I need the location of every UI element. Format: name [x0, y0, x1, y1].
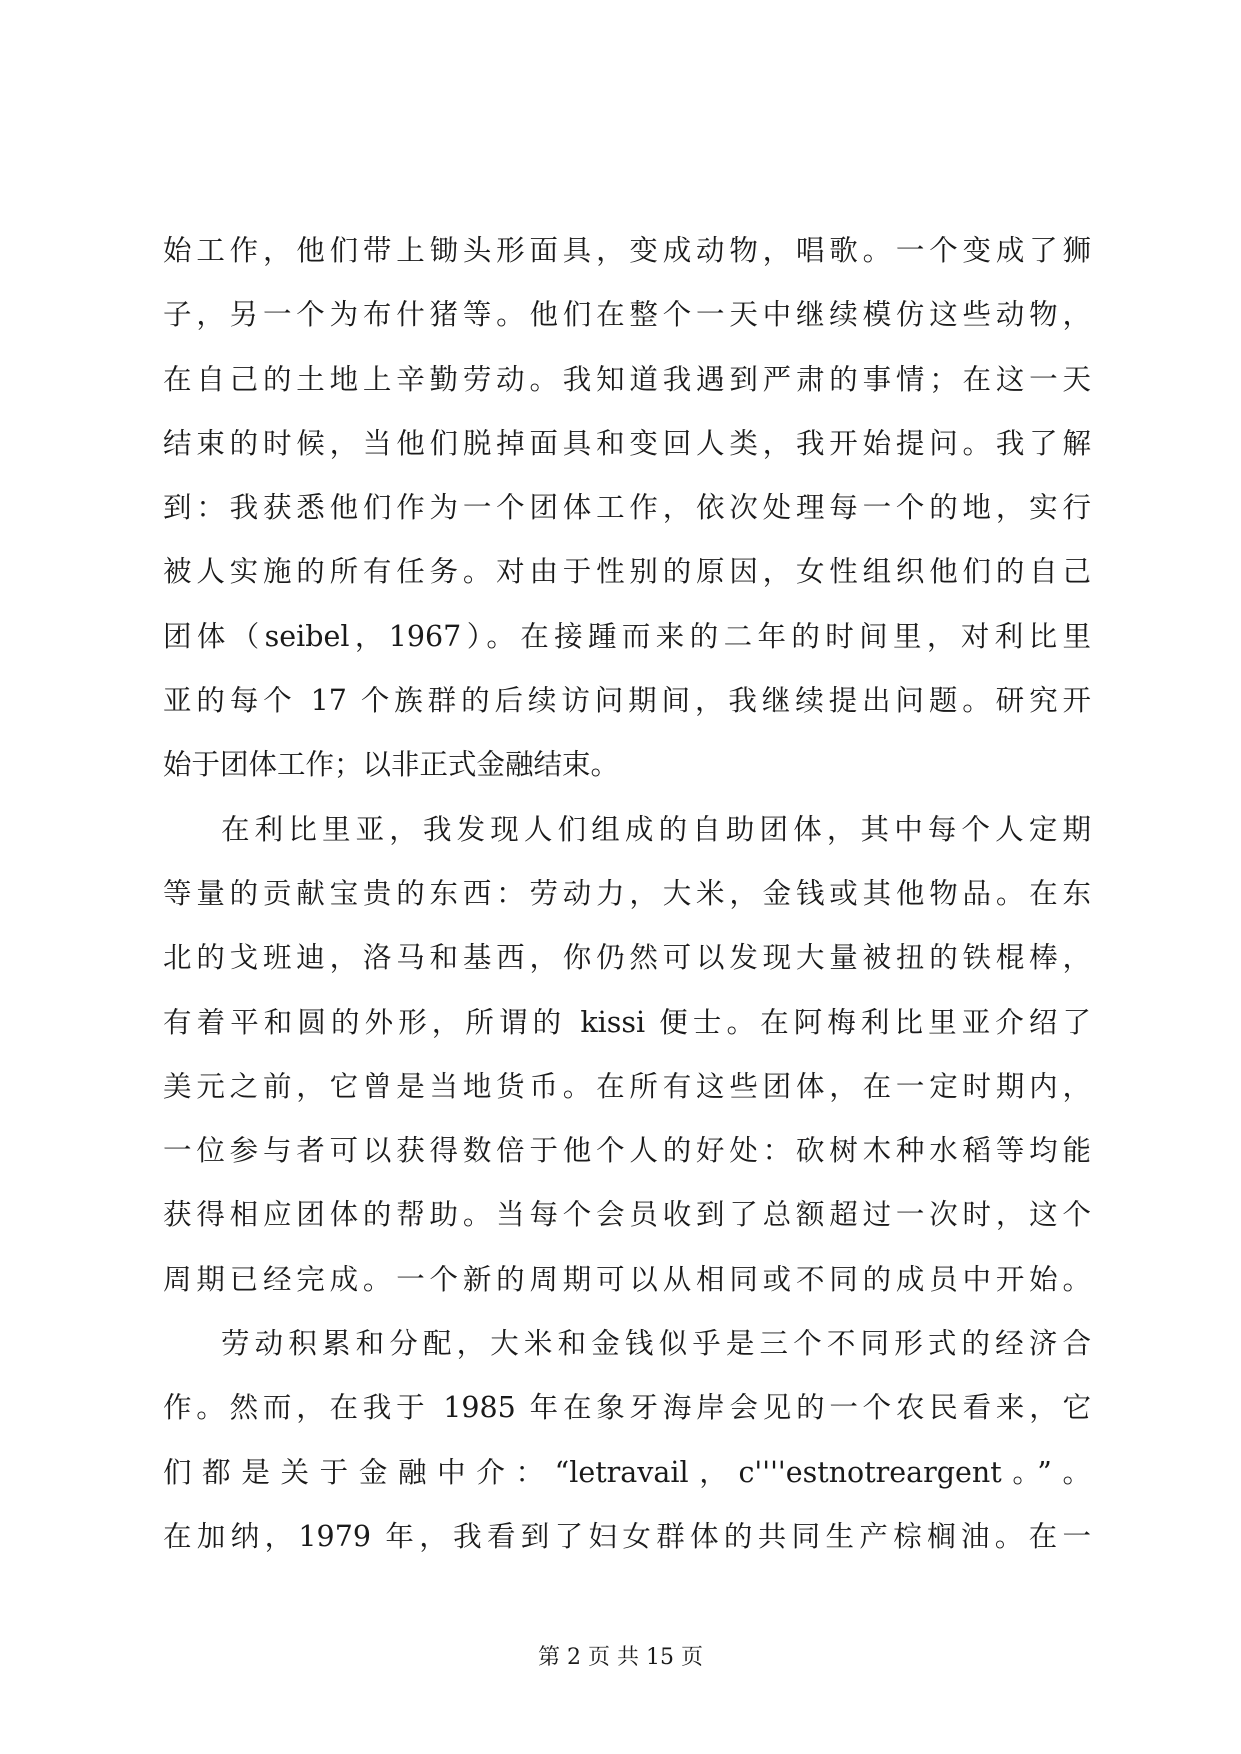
text-line: 一位参与者可以获得数倍于他个人的好处：砍树木种水稻等均能	[163, 1134, 1091, 1168]
text-line: 有着平和圆的外形，所谓的 kissi 便士。在阿梅利比里亚介绍了	[163, 1005, 1091, 1039]
document-body	[163, 226, 1091, 1576]
text-line: 在加纳，1979 年，我看到了妇女群体的共同生产棕榈油。在一	[163, 1519, 1091, 1553]
text-line: 亚的每个 17 个族群的后续访问期间，我继续提出问题。研究开	[163, 684, 1091, 718]
text-line: 团体（seibel，1967）。在接踵而来的二年的时间里，对利比里	[163, 619, 1091, 653]
text-line: 北的戈班迪，洛马和基西，你仍然可以发现大量被扭的铁棍棒，	[163, 941, 1091, 975]
text-line: 到：我获悉他们作为一个团体工作，依次处理每一个的地，实行	[163, 491, 1091, 525]
text-line: 在自己的土地上辛勤劳动。我知道我遇到严肃的事情；在这一天	[163, 362, 1091, 396]
page-number-label: 第 2 页 共 15 页	[538, 1645, 703, 1670]
text-line: 始工作，他们带上锄头形面具，变成动物，唱歌。一个变成了狮	[163, 234, 1091, 267]
text-line: 们都是关于金融中介：“letravail，c''''estnotreargent。”。	[163, 1455, 1091, 1489]
page-footer	[0, 1640, 1241, 1671]
text-line: 获得相应团体的帮助。当每个会员收到了总额超过一次时，这个	[163, 1198, 1091, 1232]
text-line: 结束的时候，当他们脱掉面具和变回人类，我开始提问。我了解	[163, 426, 1091, 460]
text-line: 等量的贡献宝贵的东西：劳动力，大米，金钱或其他物品。在东	[163, 876, 1091, 910]
text-line: 作。然而，在我于 1985 年在象牙海岸会见的一个农民看来，它	[163, 1391, 1091, 1425]
text-line: 始于团体工作；以非正式金融结束。	[163, 748, 620, 782]
text-line: 周期已经完成。一个新的周期可以从相同或不同的成员中开始。	[163, 1262, 1091, 1296]
text-line: 美元之前，它曾是当地货币。在所有这些团体，在一定时期内，	[163, 1069, 1091, 1103]
text-line: 被人实施的所有任务。对由于性别的原因，女性组织他们的自己	[163, 555, 1091, 589]
text-line: 子，另一个为布什猪等。他们在整个一天中继续模仿这些动物，	[163, 298, 1091, 332]
paragraph-first-line: 劳动积累和分配，大米和金钱似乎是三个不同形式的经济合	[221, 1327, 1091, 1361]
paragraph-first-line: 在利比里亚，我发现人们组成的自助团体，其中每个人定期	[221, 812, 1091, 846]
